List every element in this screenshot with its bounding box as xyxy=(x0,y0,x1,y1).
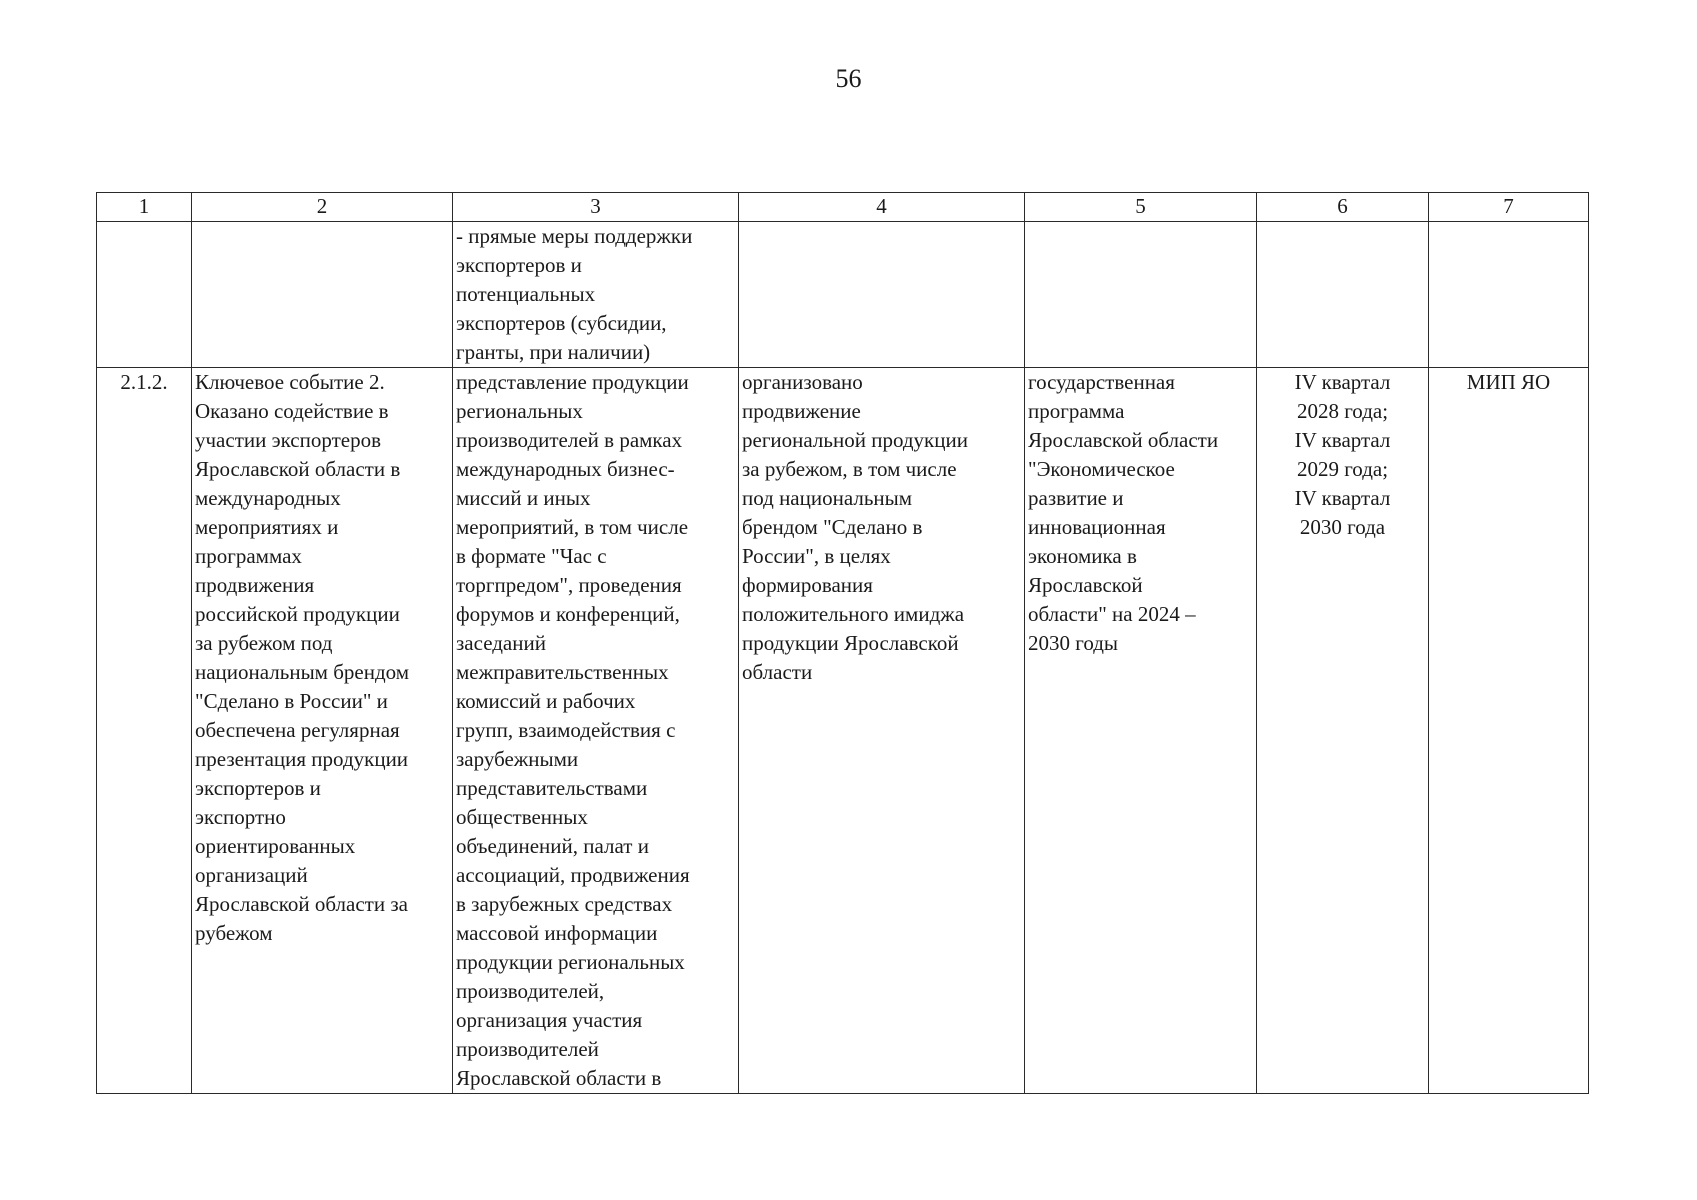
table-row-2-1-2 xyxy=(97,368,1589,1094)
program-text: государственная программа Ярославской области "Экономическое развитие и инновационная экономика в Ярославской области" на 2024 – 2030 годы xyxy=(1028,370,1219,655)
item-number: 2.1.2. xyxy=(120,370,168,394)
cell-event xyxy=(192,368,453,1094)
column-header-6: 6 xyxy=(1257,193,1429,222)
cell-responsible xyxy=(1429,368,1589,1094)
responsible-text: МИП ЯО xyxy=(1466,370,1551,394)
cell-deadline xyxy=(1257,368,1429,1094)
support-measures-text: - прямые меры поддержки экспортеров и потенциальных экспортеров (субсидии, гранты, при наличии) xyxy=(456,224,693,364)
cell-measures xyxy=(453,368,739,1094)
result-text: организовано продвижение региональной продукции за рубежом, в том числе под национальным брендом "Сделано в России", в целях формирования положительного имиджа продукции Ярославской области xyxy=(742,370,968,684)
cell-number xyxy=(97,368,192,1094)
cell-deadline xyxy=(1257,222,1429,368)
column-header-4: 4 xyxy=(739,193,1025,222)
cell-program xyxy=(1025,222,1257,368)
column-header-2: 2 xyxy=(192,193,453,222)
column-header-5: 5 xyxy=(1025,193,1257,222)
column-number-header-row xyxy=(97,193,1589,222)
key-event-text: Ключевое событие 2. Оказано содействие в участии экспортеров Ярославской области в международных мероприятиях и программах продвижения российской продукции за рубежом под национальным брендом "Сделано в России" и обеспечена регулярная презентация продукции экспортеров и экспортно ориентированных организаций Ярославской области за рубежом xyxy=(195,370,410,945)
cell-number xyxy=(97,222,192,368)
table-row-continuation xyxy=(97,222,1589,368)
cell-event xyxy=(192,222,453,368)
column-header-7: 7 xyxy=(1429,193,1589,222)
column-header-3: 3 xyxy=(453,193,739,222)
page-number: 56 xyxy=(835,64,862,93)
cell-measures xyxy=(453,222,739,368)
cell-result xyxy=(739,222,1025,368)
cell-responsible xyxy=(1429,222,1589,368)
cell-result xyxy=(739,368,1025,1094)
deadline-text: IV квартал 2028 года; IV квартал 2029 года; IV квартал 2030 года xyxy=(1294,370,1391,539)
cell-program xyxy=(1025,368,1257,1094)
measures-text: представление продукции региональных производителей в рамках международных бизнес- миссий и иных мероприятий, в том числе в формате "Час с торгпредом", проведения форумов и конференций, заседаний межправительственных комиссий и рабочих групп, взаимодействия с зарубежными представительствами общественных объединений, палат и ассоциаций, продвижения в зарубежных средствах массовой информации продукции региональных производителей, организация участия производителей Ярославской области в xyxy=(456,370,690,1090)
program-table xyxy=(96,192,1589,1094)
column-header-1: 1 xyxy=(97,193,192,222)
